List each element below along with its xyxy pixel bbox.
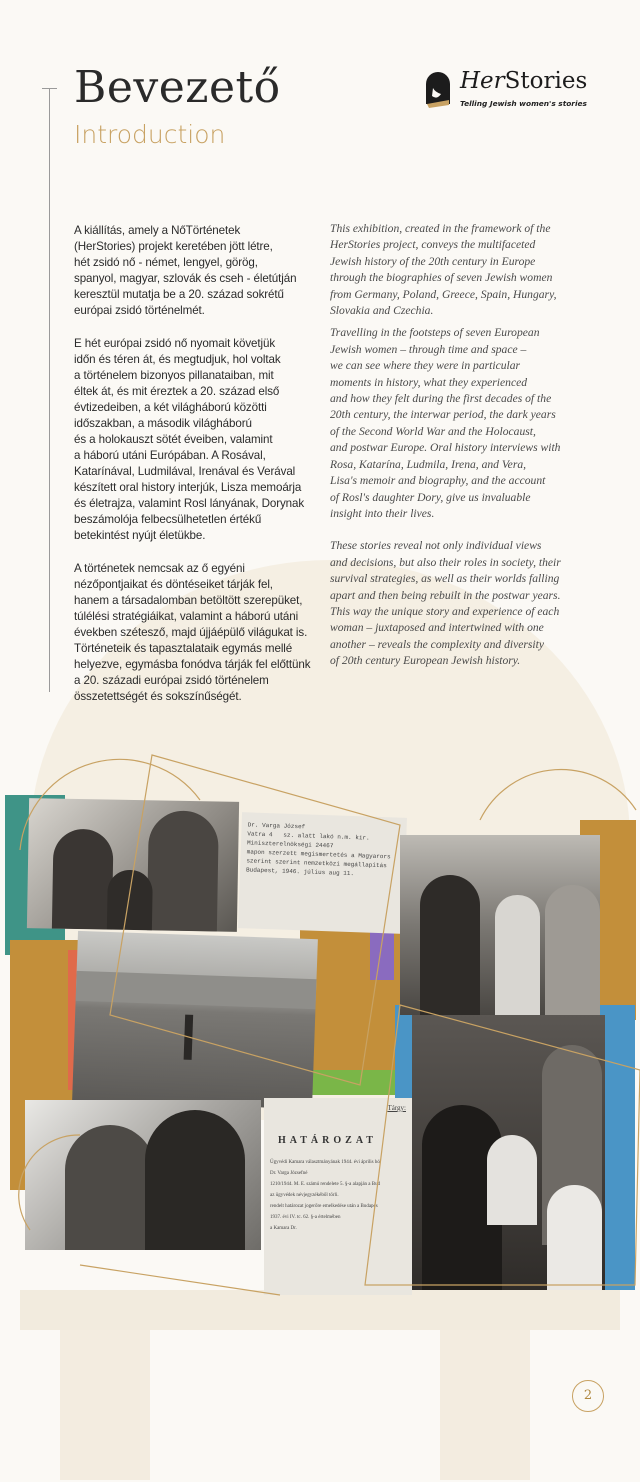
background-bar [60, 1330, 150, 1480]
logo-name: HerStories [460, 68, 588, 94]
hungarian-paragraph-3: A történetek nemcsak az ő egyéni nézőpontjaikat és döntéseiket tárják fel, hanem a társadalomban betöltött szerepüket, túlélési stratégiáikat, valamint a háború utáni években szétesző, majd újjáépülő világukat is. Történeteik és tapasztalataik egymás mellé helyezve, egymásba fonódva tárják fel előttünk a 20. századi európai zsidó történelem összetettségét és sokszínűségét. [74, 562, 311, 703]
english-column [330, 221, 622, 676]
document-title: HATÁROZAT [278, 1135, 377, 1146]
page-subtitle: Introduction [74, 120, 226, 149]
english-paragraph-1: This exhibition, created in the framework of the HerStories project, conveys the multifaceted Jewish history of the 20th century in Europe through the biographies of seven Jewish women from Germany, Poland, Greece, Spain, Hungary, Slovakia and Czechia. [330, 222, 557, 318]
photo-collage [0, 740, 640, 1320]
page-number: 2 [572, 1380, 604, 1412]
background-bar [440, 1330, 530, 1480]
vertical-rule [49, 88, 50, 692]
page-title: Bevezető [74, 62, 281, 113]
document-subject-label: Tárgy: [387, 1104, 406, 1112]
document-certificate: Dr. Varga József Vatra 4 sz. alatt lakó n.m. kir. Miniszterelnökségi 24467 mapon szerzett megismertetés a Magyarors szerint szerint nemzetközi megállapítás Budapest, 1946. július aug 11. [238, 812, 407, 934]
hungarian-paragraph-2: E hét európai zsidó nő nyomait követjük időn és téren át, és megtudjuk, hol voltak a történelem bizonyos pillanataiban, mit éltek át, és mit éreztek a 20. század első évtizedeiben, a két világháború közötti időszakban, a második világháború és a holokauszt sötét éveiben, valamint a háború utáni Európában. A Rosával, Katarínával, Ludmilával, Irenával és Verával készített oral history interjúk, Lisza memoárja és életrajza, valamint Rosl lányának, Dorynak beszámolója felbecsülhetetlen értékű betekintést nyújt életükbe. [74, 337, 305, 542]
logo-tagline: Telling Jewish women's stories [460, 99, 587, 108]
english-paragraph-3: These stories reveal not only individual views and decisions, but also their roles in society, their survival strategies, as well as their worlds falling apart and then being rebuilt in the postwar years. This way the unique story and experience of each woman – juxtaposed and intertwined with one another – reveals the complexity and diversity of 20th century European Jewish history. [330, 539, 561, 668]
hungarian-column [74, 223, 328, 722]
collage-frame-lines [0, 740, 640, 1320]
herstories-logo-icon [423, 70, 453, 110]
rule-tick [42, 88, 57, 89]
document-body: Ügyvédi Kamara választmányának 1944. évi április hó Dr. Varga Józsefné 1210/1944. M. E. számú rendelete 5. §-a alapján a Bud az ügyvédek névjegyzékéből törli. rendelt határozat jogerőre emelkedése után a Budapes 1937. évi IV. tc. 62. §-a értelmében a Kamara Dr. [270, 1160, 381, 1231]
hungarian-paragraph-1: A kiállítás, amely a NőTörténetek (HerStories) projekt keretében jött létre, hét zsidó nő - német, lengyel, görög, spanyol, magyar, szlovák és cseh - életútján keresztül mutatja be a 20. század sokrétű európai zsidó történelmét. [74, 224, 297, 317]
english-paragraph-2: Travelling in the footsteps of seven European Jewish women – through time and space – we can see where they were in particular moments in history, what they experienced and how they felt during the first decades of the 20th century, the interwar period, the dark years of the Second World War and the Holocaust, and postwar Europe. Oral history interviews with Rosa, Katarína, Ludmila, Irena, and Vera, Lisa's memoir and biography, and the account of Rosl's daughter Dory, give us invaluable insight into their lives. [330, 326, 561, 520]
